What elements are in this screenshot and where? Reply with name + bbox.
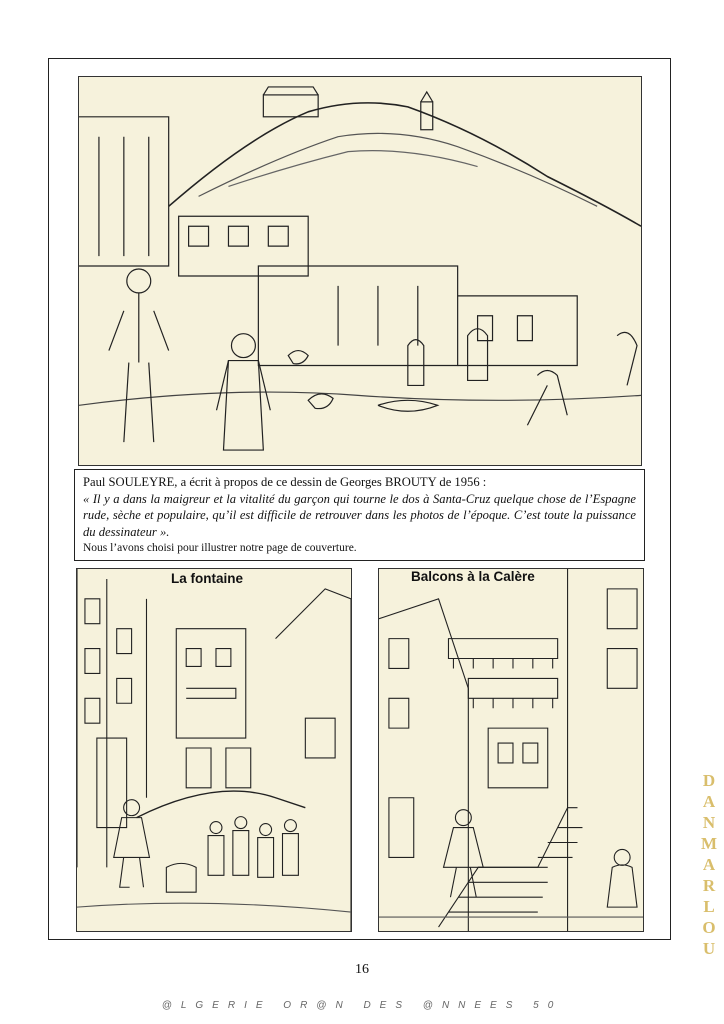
side-brand-letter: D (702, 771, 716, 790)
side-brand-letter: A (702, 855, 716, 874)
main-drawing-santa-cruz (78, 76, 642, 466)
side-brand-letter: N (702, 813, 716, 832)
panel-title-fontaine: La fontaine (171, 571, 244, 586)
side-brand-letter: R (702, 876, 716, 895)
side-brand-letter: O (702, 918, 716, 937)
footer-text: @LGERIE OR@N DES @NNEES 50 (161, 1000, 563, 1011)
side-brand-letter: L (703, 897, 715, 916)
side-brand-letter: A (702, 792, 716, 811)
side-brand-letter: U (702, 939, 716, 958)
side-brand-vertical (700, 770, 718, 959)
panel-title-balcons: Balcons à la Calère (411, 569, 535, 584)
page-number: 16 (355, 962, 369, 977)
drawing-balcons-a-la-calere (378, 568, 644, 932)
caption-box (74, 469, 645, 561)
caption-intro: Paul SOULEYRE, a écrit à propos de ce dessin de Georges BROUTY de 1956 : (83, 475, 487, 489)
side-brand-letter: M (700, 834, 718, 853)
caption-note: Nous l’avons choisi pour illustrer notre page de couverture. (83, 542, 357, 554)
drawing-la-fontaine (76, 568, 352, 932)
caption-quote: « Il y a dans la maigreur et la vitalité du garçon qui tourne le dos à Santa-Cruz quelque chose de l’Espagne rude, sèche et populaire, qu’il est difficile de retrouver dans les photos de l’époque. C’est toute la puissance du dessinateur ». (83, 491, 636, 539)
